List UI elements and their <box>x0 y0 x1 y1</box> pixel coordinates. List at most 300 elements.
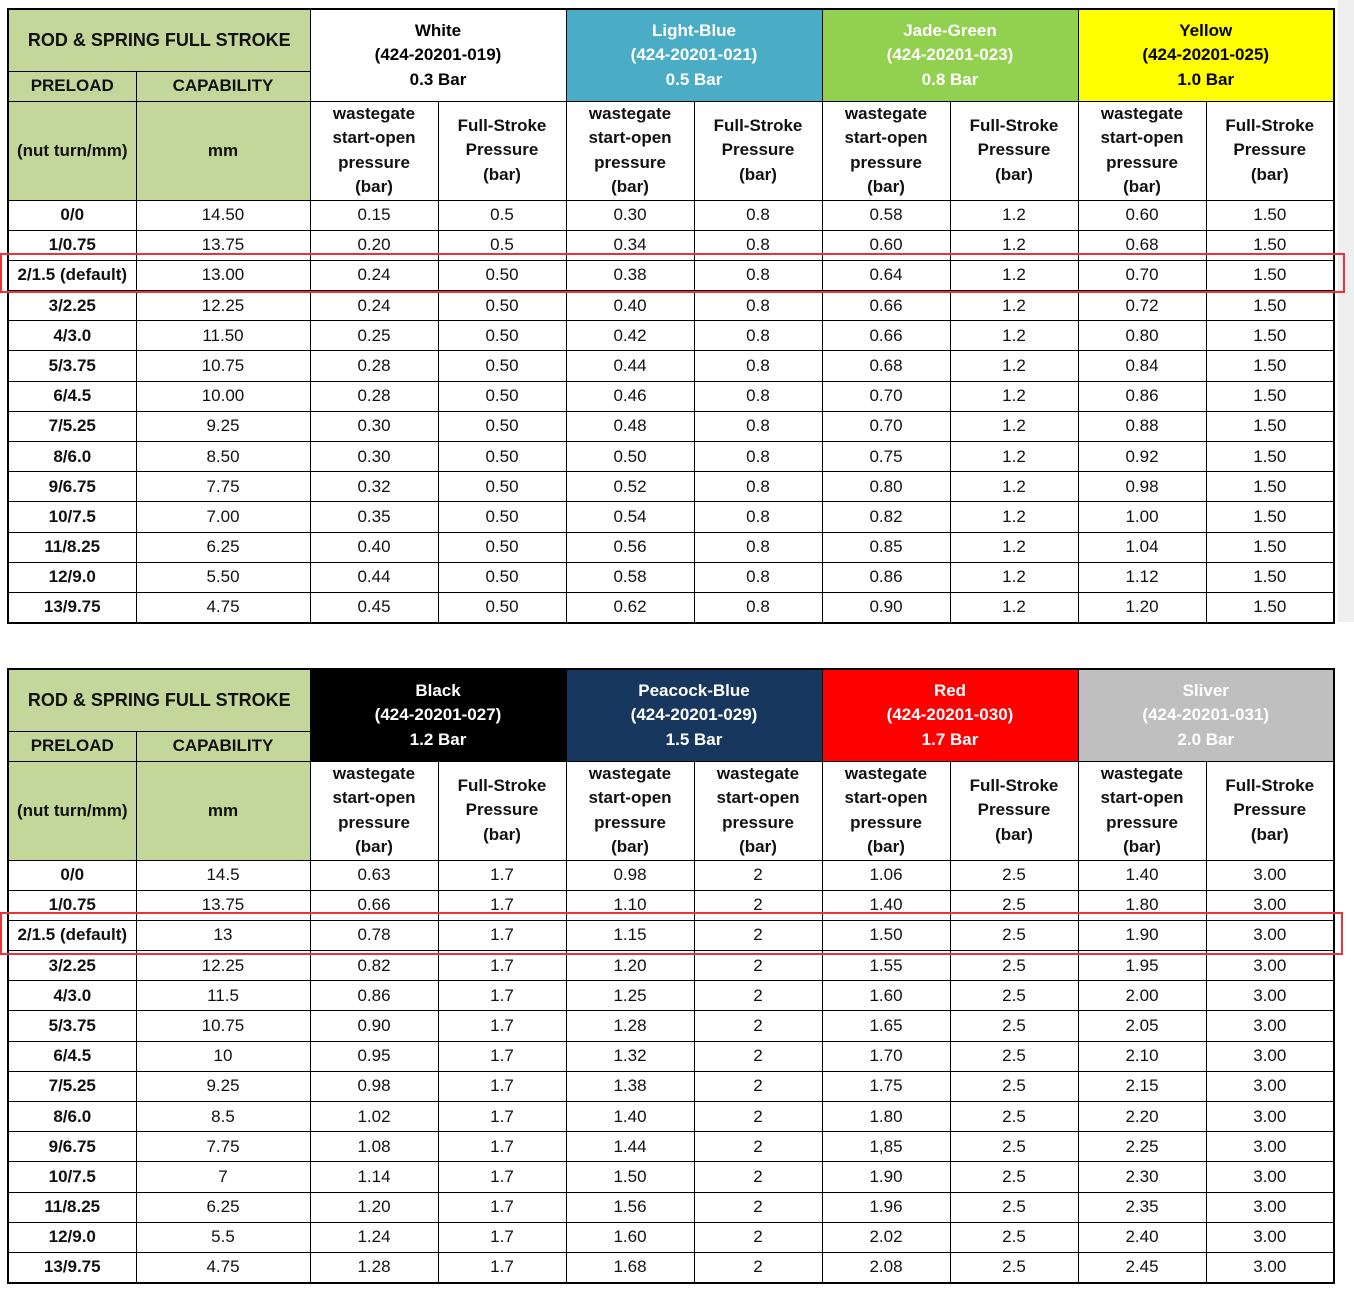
pressure-cell: 1.02 <box>310 1102 438 1132</box>
sub-header-line: pressure <box>338 152 410 172</box>
pressure-cell: 3.00 <box>1206 1132 1334 1162</box>
spring-name: Jade-Green <box>903 20 997 40</box>
unit-right-header <box>136 761 310 860</box>
table-row <box>8 1162 1334 1192</box>
spring-bar: 1.2 Bar <box>409 729 467 749</box>
pressure-cell: 0.50 <box>438 291 566 321</box>
table-row <box>8 920 1334 950</box>
spring-name: Sliver <box>1182 680 1229 700</box>
pressure-cell: 0.8 <box>694 502 822 532</box>
spring-header-black <box>310 669 566 761</box>
pressure-cell: 1.50 <box>1206 381 1334 411</box>
data-table <box>7 668 1335 1284</box>
pressure-cell: 0.8 <box>694 260 822 290</box>
sub-header-line: wastegate <box>716 763 800 783</box>
sub-header-line: start-open <box>844 788 928 807</box>
pressure-cell: 1.7 <box>438 860 566 890</box>
sub-header-line: (bar) <box>867 177 905 196</box>
pressure-cell: 0.78 <box>310 920 438 950</box>
pressure-cell: 0.82 <box>822 502 950 532</box>
spring-name: Red <box>933 680 967 700</box>
pressure-cell: 0.80 <box>1078 321 1206 351</box>
pressure-cell: 0.34 <box>566 230 694 260</box>
pressure-cell: 0.86 <box>310 981 438 1011</box>
table-row <box>8 200 1334 230</box>
pressure-cell: 2.25 <box>1078 1132 1206 1162</box>
pressure-cell: 0.70 <box>822 381 950 411</box>
sub-header-line: wastegate <box>588 763 672 783</box>
pressure-cell: 0.98 <box>566 860 694 890</box>
pressure-cell: 1.00 <box>1078 502 1206 532</box>
pressure-cell: 2.00 <box>1078 981 1206 1011</box>
preload-cell: 13/9.75 <box>8 1252 136 1282</box>
preload-cell: 11/8.25 <box>8 1192 136 1222</box>
spring-part: (424-20201-025) <box>1142 45 1270 64</box>
pressure-cell: 2 <box>694 1011 822 1041</box>
sub-header-line: (bar) <box>611 837 649 856</box>
table-row <box>8 592 1334 622</box>
preload-cell: 2/1.5 (default) <box>8 260 136 290</box>
sub-header-line: (bar) <box>1123 837 1161 856</box>
pressure-cell: 0.25 <box>310 321 438 351</box>
pressure-cell: 1.28 <box>566 1011 694 1041</box>
spring-name: Light-Blue <box>651 20 737 40</box>
sub-header-line: Full-Stroke <box>457 115 547 135</box>
pressure-cell: 3.00 <box>1206 951 1334 981</box>
sub-header-line: Full-Stroke <box>1225 115 1315 135</box>
pressure-cell: 1.50 <box>1206 442 1334 472</box>
pressure-cell: 0.92 <box>1078 442 1206 472</box>
pressure-cell: 1.10 <box>566 890 694 920</box>
sub-header <box>438 101 566 200</box>
pressure-cell: 1.80 <box>1078 890 1206 920</box>
capability-header <box>136 731 310 761</box>
preload-header <box>8 731 136 761</box>
preload-label: PRELOAD <box>30 736 114 755</box>
sub-header-line: pressure <box>850 152 922 172</box>
table-row <box>8 230 1334 260</box>
pressure-cell: 0.66 <box>822 291 950 321</box>
pressure-cell: 0.50 <box>438 381 566 411</box>
pressure-cell: 0.50 <box>438 502 566 532</box>
spring-header-yellow <box>1078 9 1334 101</box>
pressure-cell: 0.44 <box>310 562 438 592</box>
spring-bar: 1.7 Bar <box>921 729 979 749</box>
pressure-cell: 0.82 <box>310 951 438 981</box>
capability-label: CAPABILITY <box>172 76 274 95</box>
sub-header <box>566 761 694 860</box>
sub-header <box>950 761 1078 860</box>
preload-cell: 0/0 <box>8 860 136 890</box>
pressure-cell: 2.5 <box>950 1132 1078 1162</box>
sub-header <box>822 101 950 200</box>
pressure-cell: 0.5 <box>438 230 566 260</box>
sub-header-line: Full-Stroke <box>713 115 803 135</box>
capability-cell: 6.25 <box>136 1192 310 1222</box>
spring-bar: 0.5 Bar <box>665 69 723 89</box>
pressure-cell: 2.5 <box>950 920 1078 950</box>
preload-cell: 9/6.75 <box>8 472 136 502</box>
pressure-cell: 1.50 <box>1206 502 1334 532</box>
pressure-cell: 2 <box>694 920 822 950</box>
pressure-cell: 1.7 <box>438 1011 566 1041</box>
spring-part: (424-20201-030) <box>886 705 1014 724</box>
sub-header-line: wastegate <box>844 103 928 123</box>
spring-header-light-blue <box>566 9 822 101</box>
pressure-cell: 0.28 <box>310 381 438 411</box>
pressure-cell: 2.20 <box>1078 1102 1206 1132</box>
pressure-cell: 1.7 <box>438 920 566 950</box>
pressure-cell: 1.2 <box>950 502 1078 532</box>
pressure-cell: 1.2 <box>950 411 1078 441</box>
sub-header-line: (bar) <box>483 164 521 184</box>
pressure-cell: 1.50 <box>566 1162 694 1192</box>
sub-header <box>1078 761 1206 860</box>
pressure-cell: 1.50 <box>1206 321 1334 351</box>
spring-name: White <box>414 20 462 40</box>
preload-cell: 8/6.0 <box>8 1102 136 1132</box>
pressure-cell: 0.63 <box>310 860 438 890</box>
sub-header <box>438 761 566 860</box>
preload-cell: 5/3.75 <box>8 351 136 381</box>
unit-right-label: mm <box>207 800 239 820</box>
capability-cell: 6.25 <box>136 532 310 562</box>
spring-bar: 1.5 Bar <box>665 729 723 749</box>
pressure-cell: 0.70 <box>822 411 950 441</box>
sub-header-line: wastegate <box>588 103 672 123</box>
pressure-cell: 0.8 <box>694 592 822 622</box>
pressure-cell: 1.20 <box>566 951 694 981</box>
pressure-cell: 1.7 <box>438 1222 566 1252</box>
pressure-cell: 0.8 <box>694 411 822 441</box>
pressure-cell: 1.2 <box>950 321 1078 351</box>
pressure-cell: 0.32 <box>310 472 438 502</box>
pressure-cell: 0.38 <box>566 260 694 290</box>
spring-header-peacock-blue <box>566 669 822 761</box>
table-row <box>8 1192 1334 1222</box>
capability-cell: 13.75 <box>136 230 310 260</box>
sub-header-line: wastegate <box>844 763 928 783</box>
preload-cell: 0/0 <box>8 200 136 230</box>
pressure-cell: 1.7 <box>438 1162 566 1192</box>
pressure-cell: 1.50 <box>1206 472 1334 502</box>
pressure-cell: 0.30 <box>310 411 438 441</box>
pressure-cell: 2.5 <box>950 1011 1078 1041</box>
sub-header-line: Full-Stroke <box>969 115 1059 135</box>
pressure-cell: 1.40 <box>1078 860 1206 890</box>
pressure-cell: 2.45 <box>1078 1252 1206 1282</box>
pressure-cell: 0.8 <box>694 200 822 230</box>
pressure-cell: 1.40 <box>566 1102 694 1132</box>
table-row <box>8 1132 1334 1162</box>
preload-header <box>8 71 136 101</box>
spring-name: Black <box>415 680 461 700</box>
preload-cell: 1/0.75 <box>8 890 136 920</box>
pressure-cell: 1.7 <box>438 1102 566 1132</box>
pressure-cell: 1.7 <box>438 1192 566 1222</box>
preload-cell: 9/6.75 <box>8 1132 136 1162</box>
pressure-cell: 0.50 <box>438 532 566 562</box>
spring-part: (424-20201-021) <box>630 45 758 64</box>
pressure-cell: 0.40 <box>566 291 694 321</box>
pressure-cell: 0.68 <box>1078 230 1206 260</box>
sub-header-line: (bar) <box>739 164 777 184</box>
pressure-cell: 0.50 <box>438 411 566 441</box>
preload-cell: 10/7.5 <box>8 502 136 532</box>
sub-header-line: Full-Stroke <box>457 775 547 795</box>
pressure-cell: 1.7 <box>438 1041 566 1071</box>
pressure-cell: 0.62 <box>566 592 694 622</box>
pressure-cell: 2.5 <box>950 1162 1078 1192</box>
pressure-cell: 0.95 <box>310 1041 438 1071</box>
table-title-text: ROD & SPRING FULL STROKE <box>27 29 291 50</box>
table-row <box>8 860 1334 890</box>
pressure-cell: 1.24 <box>310 1222 438 1252</box>
pressure-cell: 1.7 <box>438 1252 566 1282</box>
pressure-cell: 2 <box>694 951 822 981</box>
pressure-cell: 2.05 <box>1078 1011 1206 1041</box>
sub-header-line: Pressure <box>721 140 795 160</box>
pressure-cell: 1.95 <box>1078 951 1206 981</box>
sub-header-line: pressure <box>594 152 666 172</box>
unit-right-label: mm <box>207 140 239 160</box>
pressure-cell: 1.70 <box>822 1041 950 1071</box>
pressure-cell: 1.96 <box>822 1192 950 1222</box>
pressure-cell: 2.30 <box>1078 1162 1206 1192</box>
pressure-cell: 1.40 <box>822 890 950 920</box>
capability-cell: 8.5 <box>136 1102 310 1132</box>
spring-bar: 1.0 Bar <box>1177 69 1235 89</box>
pressure-cell: 0.24 <box>310 291 438 321</box>
pressure-cell: 1.2 <box>950 562 1078 592</box>
capability-cell: 10.75 <box>136 1011 310 1041</box>
pressure-cell: 1.68 <box>566 1252 694 1282</box>
pressure-cell: 1.28 <box>310 1252 438 1282</box>
pressure-cell: 0.30 <box>310 442 438 472</box>
pressure-cell: 0.30 <box>566 200 694 230</box>
pressure-cell: 3.00 <box>1206 890 1334 920</box>
sub-header <box>950 101 1078 200</box>
pressure-cell: 1.80 <box>822 1102 950 1132</box>
preload-cell: 1/0.75 <box>8 230 136 260</box>
preload-cell: 5/3.75 <box>8 1011 136 1041</box>
pressure-cell: 2.5 <box>950 1192 1078 1222</box>
pressure-cell: 1.65 <box>822 1011 950 1041</box>
pressure-cell: 2 <box>694 1102 822 1132</box>
pressure-cell: 0.15 <box>310 200 438 230</box>
pressure-cell: 2.5 <box>950 1102 1078 1132</box>
pressure-cell: 1.2 <box>950 442 1078 472</box>
sub-header-line: (bar) <box>995 164 1033 184</box>
capability-cell: 7.75 <box>136 1132 310 1162</box>
spring-part: (424-20201-029) <box>630 705 758 724</box>
pressure-cell: 2.5 <box>950 951 1078 981</box>
preload-cell: 7/5.25 <box>8 411 136 441</box>
pressure-cell: 0.60 <box>1078 200 1206 230</box>
preload-cell: 8/6.0 <box>8 442 136 472</box>
pressure-cell: 3.00 <box>1206 1011 1334 1041</box>
capability-cell: 12.25 <box>136 951 310 981</box>
unit-right-header <box>136 101 310 200</box>
pressure-cell: 0.90 <box>310 1011 438 1041</box>
pressure-cell: 2.5 <box>950 890 1078 920</box>
pressure-cell: 1.50 <box>1206 200 1334 230</box>
sub-header-line: start-open <box>844 128 928 147</box>
spring-header-sliver <box>1078 669 1334 761</box>
pressure-cell: 2.15 <box>1078 1071 1206 1101</box>
unit-left-header <box>8 101 136 200</box>
capability-cell: 11.5 <box>136 981 310 1011</box>
pressure-cell: 2 <box>694 1162 822 1192</box>
sub-header-line: Pressure <box>465 140 539 160</box>
sub-header-line: (bar) <box>1123 177 1161 196</box>
table-row <box>8 411 1334 441</box>
pressure-cell: 0.8 <box>694 472 822 502</box>
table-row <box>8 321 1334 351</box>
pressure-cell: 1.2 <box>950 472 1078 502</box>
preload-cell: 3/2.25 <box>8 951 136 981</box>
preload-cell: 7/5.25 <box>8 1071 136 1101</box>
table-row <box>8 1071 1334 1101</box>
spring-part: (424-20201-031) <box>1142 705 1270 724</box>
pressure-cell: 0.35 <box>310 502 438 532</box>
pressure-cell: 1.2 <box>950 291 1078 321</box>
capability-cell: 4.75 <box>136 1252 310 1282</box>
table-row <box>8 442 1334 472</box>
pressure-cell: 2 <box>694 1041 822 1071</box>
pressure-cell: 0.44 <box>566 351 694 381</box>
sub-header <box>694 761 822 860</box>
table-row <box>8 351 1334 381</box>
pressure-cell: 2.5 <box>950 1071 1078 1101</box>
pressure-cell: 1.50 <box>1206 532 1334 562</box>
preload-cell: 11/8.25 <box>8 532 136 562</box>
background-shade-bottom <box>0 622 1354 664</box>
pressure-cell: 3.00 <box>1206 1071 1334 1101</box>
pressure-cell: 1.2 <box>950 230 1078 260</box>
preload-cell: 13/9.75 <box>8 592 136 622</box>
capability-cell: 11.50 <box>136 321 310 351</box>
pressure-cell: 0.60 <box>822 230 950 260</box>
sub-header-line: (bar) <box>995 824 1033 844</box>
capability-label: CAPABILITY <box>172 736 274 755</box>
background-shade-right <box>1338 0 1354 630</box>
preload-cell: 4/3.0 <box>8 321 136 351</box>
sub-header <box>1206 101 1334 200</box>
sub-header-line: (bar) <box>611 177 649 196</box>
pressure-cell: 0.24 <box>310 260 438 290</box>
pressure-cell: 1.06 <box>822 860 950 890</box>
pressure-cell: 0.42 <box>566 321 694 351</box>
pressure-cell: 0.68 <box>822 351 950 381</box>
pressure-cell: 1.90 <box>822 1162 950 1192</box>
pressure-cell: 0.85 <box>822 532 950 562</box>
table-row <box>8 260 1334 290</box>
sub-header-line: wastegate <box>332 763 416 783</box>
pressure-cell: 0.66 <box>822 321 950 351</box>
sub-header-line: (bar) <box>355 177 393 196</box>
sub-header-line: Pressure <box>1233 800 1307 820</box>
sub-header <box>1206 761 1334 860</box>
pressure-cell: 1.12 <box>1078 562 1206 592</box>
capability-cell: 13 <box>136 920 310 950</box>
pressure-cell: 2.02 <box>822 1222 950 1252</box>
pressure-cell: 0.88 <box>1078 411 1206 441</box>
table-row <box>8 381 1334 411</box>
capability-cell: 10 <box>136 1041 310 1071</box>
spring-part: (424-20201-019) <box>374 45 502 64</box>
capability-cell: 9.25 <box>136 411 310 441</box>
pressure-cell: 1.32 <box>566 1041 694 1071</box>
pressure-cell: 2.5 <box>950 1222 1078 1252</box>
pressure-cell: 2 <box>694 1071 822 1101</box>
pressure-cell: 2.5 <box>950 1041 1078 1071</box>
table-title-text: ROD & SPRING FULL STROKE <box>27 689 291 710</box>
spring-name: Peacock-Blue <box>638 680 750 700</box>
preload-cell: 12/9.0 <box>8 562 136 592</box>
pressure-cell: 2.5 <box>950 1252 1078 1282</box>
pressure-cell: 0.8 <box>694 291 822 321</box>
sub-header-line: pressure <box>1106 812 1178 832</box>
pressure-cell: 1.90 <box>1078 920 1206 950</box>
sub-header-line: Pressure <box>977 140 1051 160</box>
pressure-cell: 0.50 <box>438 472 566 502</box>
pressure-cell: 1.7 <box>438 1071 566 1101</box>
pressure-cell: 0.50 <box>438 562 566 592</box>
pressure-cell: 1.25 <box>566 981 694 1011</box>
pressure-cell: 0.50 <box>438 321 566 351</box>
pressure-cell: 2 <box>694 981 822 1011</box>
pressure-cell: 0.8 <box>694 381 822 411</box>
pressure-cell: 1.7 <box>438 890 566 920</box>
capability-cell: 5.50 <box>136 562 310 592</box>
pressure-cell: 1.56 <box>566 1192 694 1222</box>
pressure-cell: 1.08 <box>310 1132 438 1162</box>
capability-cell: 14.50 <box>136 200 310 230</box>
capability-cell: 12.25 <box>136 291 310 321</box>
pressure-cell: 3.00 <box>1206 1041 1334 1071</box>
spring-header-jade-green <box>822 9 1078 101</box>
pressure-cell: 0.5 <box>438 200 566 230</box>
pressure-cell: 2.40 <box>1078 1222 1206 1252</box>
table-row <box>8 472 1334 502</box>
pressure-cell: 3.00 <box>1206 920 1334 950</box>
pressure-cell: 1.14 <box>310 1162 438 1192</box>
pressure-cell: 1.7 <box>438 951 566 981</box>
pressure-cell: 0.54 <box>566 502 694 532</box>
spring-part: (424-20201-023) <box>886 45 1014 64</box>
pressure-cell: 0.84 <box>1078 351 1206 381</box>
capability-header <box>136 71 310 101</box>
sub-header-line: Pressure <box>977 800 1051 820</box>
pressure-cell: 0.52 <box>566 472 694 502</box>
sub-header <box>566 101 694 200</box>
pressure-cell: 0.50 <box>566 442 694 472</box>
pressure-cell: 2 <box>694 890 822 920</box>
pressure-cell: 0.75 <box>822 442 950 472</box>
sub-header-line: start-open <box>332 788 416 807</box>
sub-header <box>822 761 950 860</box>
pressure-cell: 2.5 <box>950 981 1078 1011</box>
pressure-cell: 0.70 <box>1078 260 1206 290</box>
sub-header-line: Pressure <box>1233 140 1307 160</box>
pressure-cell: 0.8 <box>694 351 822 381</box>
pressure-cell: 2 <box>694 1222 822 1252</box>
pressure-cell: 0.8 <box>694 442 822 472</box>
pressure-cell: 1.2 <box>950 592 1078 622</box>
pressure-cell: 1.50 <box>1206 230 1334 260</box>
pressure-cell: 0.40 <box>310 532 438 562</box>
